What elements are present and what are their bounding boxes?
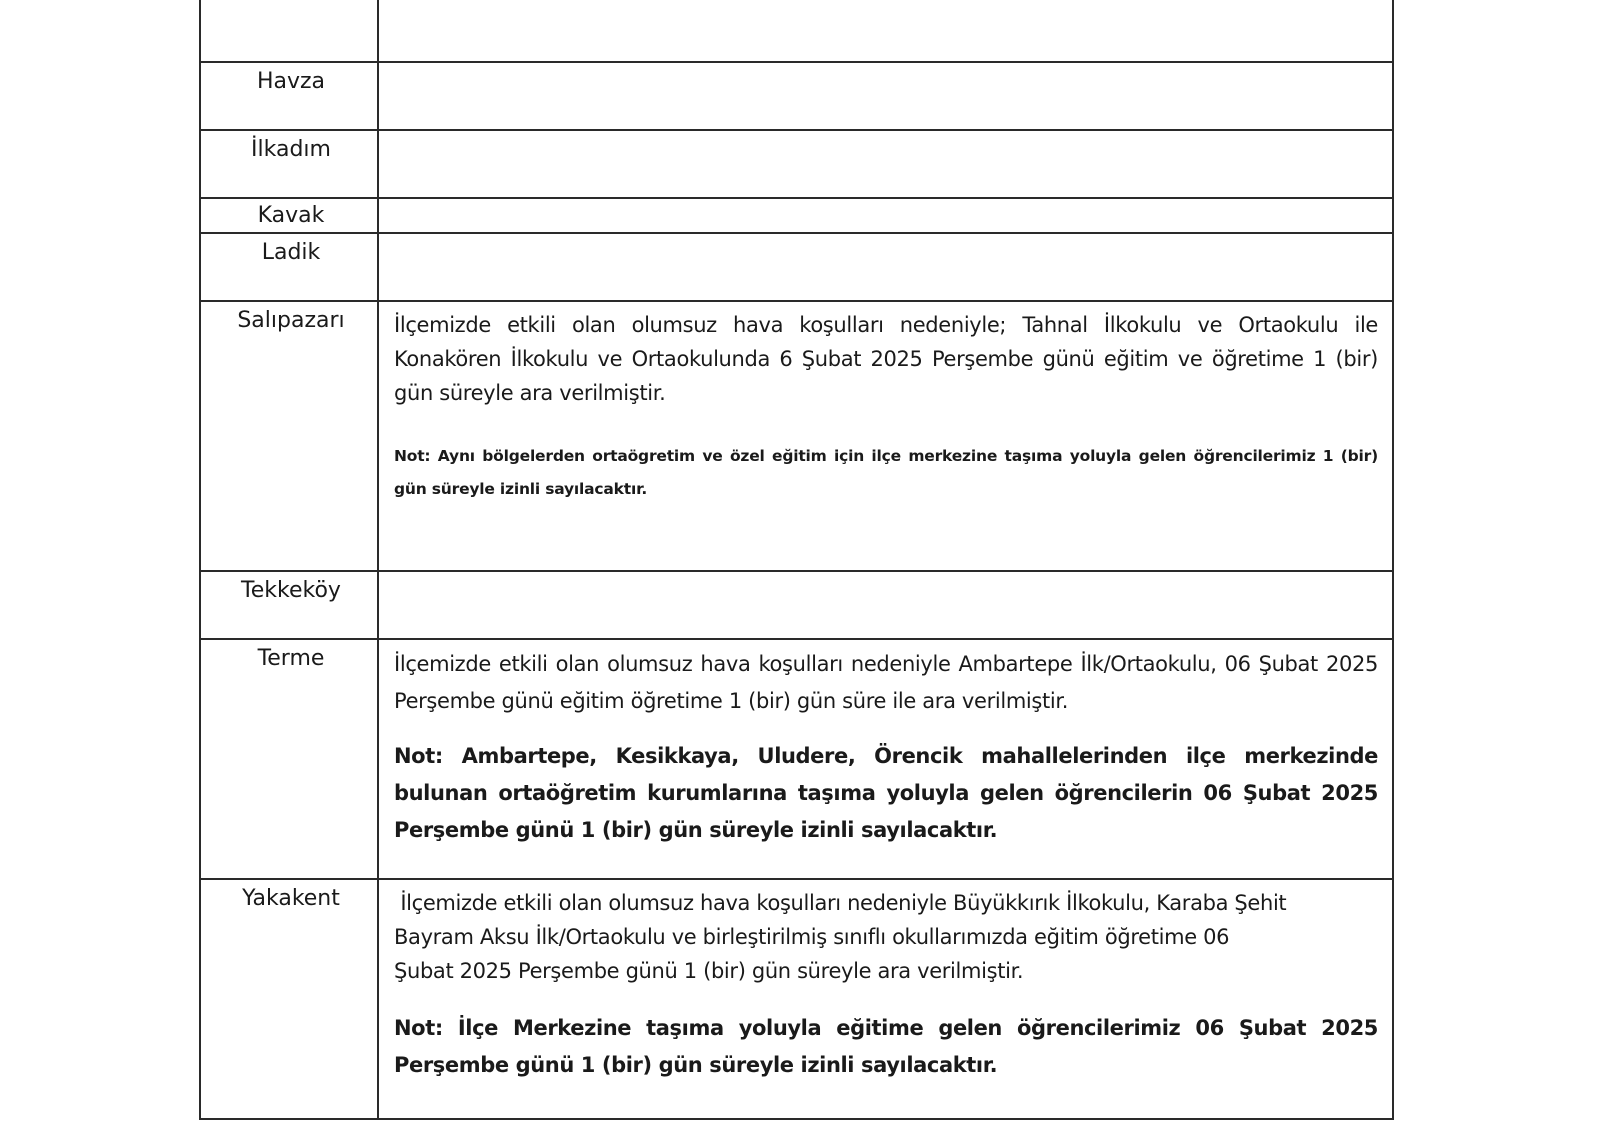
- announcement-text: Şubat 2025 Perşembe günü 1 (bir) gün süreyle ara verilmiştir.: [394, 959, 1024, 983]
- announcement-cell: [378, 639, 1393, 879]
- announcement-cell: [378, 198, 1393, 233]
- district-cell: [200, 879, 378, 1119]
- announcement-note: Not: Aynı bölgelerden ortaögretim ve özel eğitim için ilçe merkezine taşıma yoluyla gelen öğrencilerimiz 1 (bir) gün süreyle izinli sayılacaktır.: [394, 447, 1378, 498]
- district-cell: [200, 639, 378, 879]
- district-name: Ladik: [261, 240, 321, 265]
- announcement-cell: [378, 0, 1393, 62]
- announcement-text: Bayram Aksu İlk/Ortaokulu ve birleştirilmiş sınıflı okullarımızda eğitim öğretime 06: [394, 925, 1230, 949]
- announcement-cell: [378, 879, 1393, 1119]
- district-cell: [200, 0, 378, 62]
- district-name: Kavak: [257, 203, 325, 228]
- district-cell: [200, 62, 378, 130]
- district-cell: [200, 301, 378, 571]
- announcement-cell: [378, 301, 1393, 571]
- district-cell: [200, 198, 378, 233]
- table-row: [200, 301, 1393, 571]
- table-row: [200, 233, 1393, 301]
- announcement-text: İlçemizde etkili olan olumsuz hava koşulları nedeniyle; Tahnal İlkokulu ve Ortaokulu ile Konakören İlkokulu ve Ortaokulunda 6 Şubat 2025 Perşembe günü eğitim ve öğretime 1 (bir) gün süreyle ara verilmiştir.: [394, 313, 1378, 405]
- district-name: Yakakent: [242, 886, 340, 911]
- table-row: [200, 639, 1393, 879]
- district-cell: [200, 233, 378, 301]
- district-name: [201, 0, 377, 5]
- announcement-text: İlçemizde etkili olan olumsuz hava koşulları nedeniyle Ambartepe İlk/Ortaokulu, 06 Şubat 2025 Perşembe günü eğitim öğretime 1 (bir) gün süre ile ara verilmiştir.: [394, 652, 1378, 713]
- announcement-cell: [378, 233, 1393, 301]
- district-name: İlkadım: [251, 137, 331, 162]
- announcement-cell: [378, 571, 1393, 639]
- district-cell: [200, 130, 378, 198]
- announcement-note: Not: İlçe Merkezine taşıma yoluyla eğitime gelen öğrencilerimiz 06 Şubat 2025 Perşembe günü 1 (bir) gün süreyle izinli sayılacaktır.: [394, 1016, 1378, 1077]
- announcement-note: Not: Ambartepe, Kesikkaya, Uludere, Örencik mahallelerinden ilçe merkezinde bulunan ortaöğretim kurumlarına taşıma yoluyla gelen öğrencilerin 06 Şubat 2025 Perşembe günü 1 (bir) gün süreyle izinli sayılacaktır.: [394, 744, 1378, 842]
- announcement-cell: [378, 130, 1393, 198]
- district-cell: [200, 571, 378, 639]
- table-row: [200, 130, 1393, 198]
- table-row: [200, 571, 1393, 639]
- district-name: Havza: [256, 69, 326, 94]
- district-closure-table: [199, 0, 1394, 1120]
- table-row: [200, 0, 1393, 62]
- table-row: [200, 62, 1393, 130]
- table-row: [200, 198, 1393, 233]
- table-row: [200, 879, 1393, 1119]
- announcement-text: İlçemizde etkili olan olumsuz hava koşulları nedeniyle Büyükkırık İlkokulu, Karaba Şehit: [394, 891, 1287, 915]
- announcement-cell: [378, 62, 1393, 130]
- district-name: Tekkeköy: [241, 578, 341, 603]
- district-name: Salıpazarı: [237, 308, 345, 333]
- district-name: Terme: [257, 646, 325, 671]
